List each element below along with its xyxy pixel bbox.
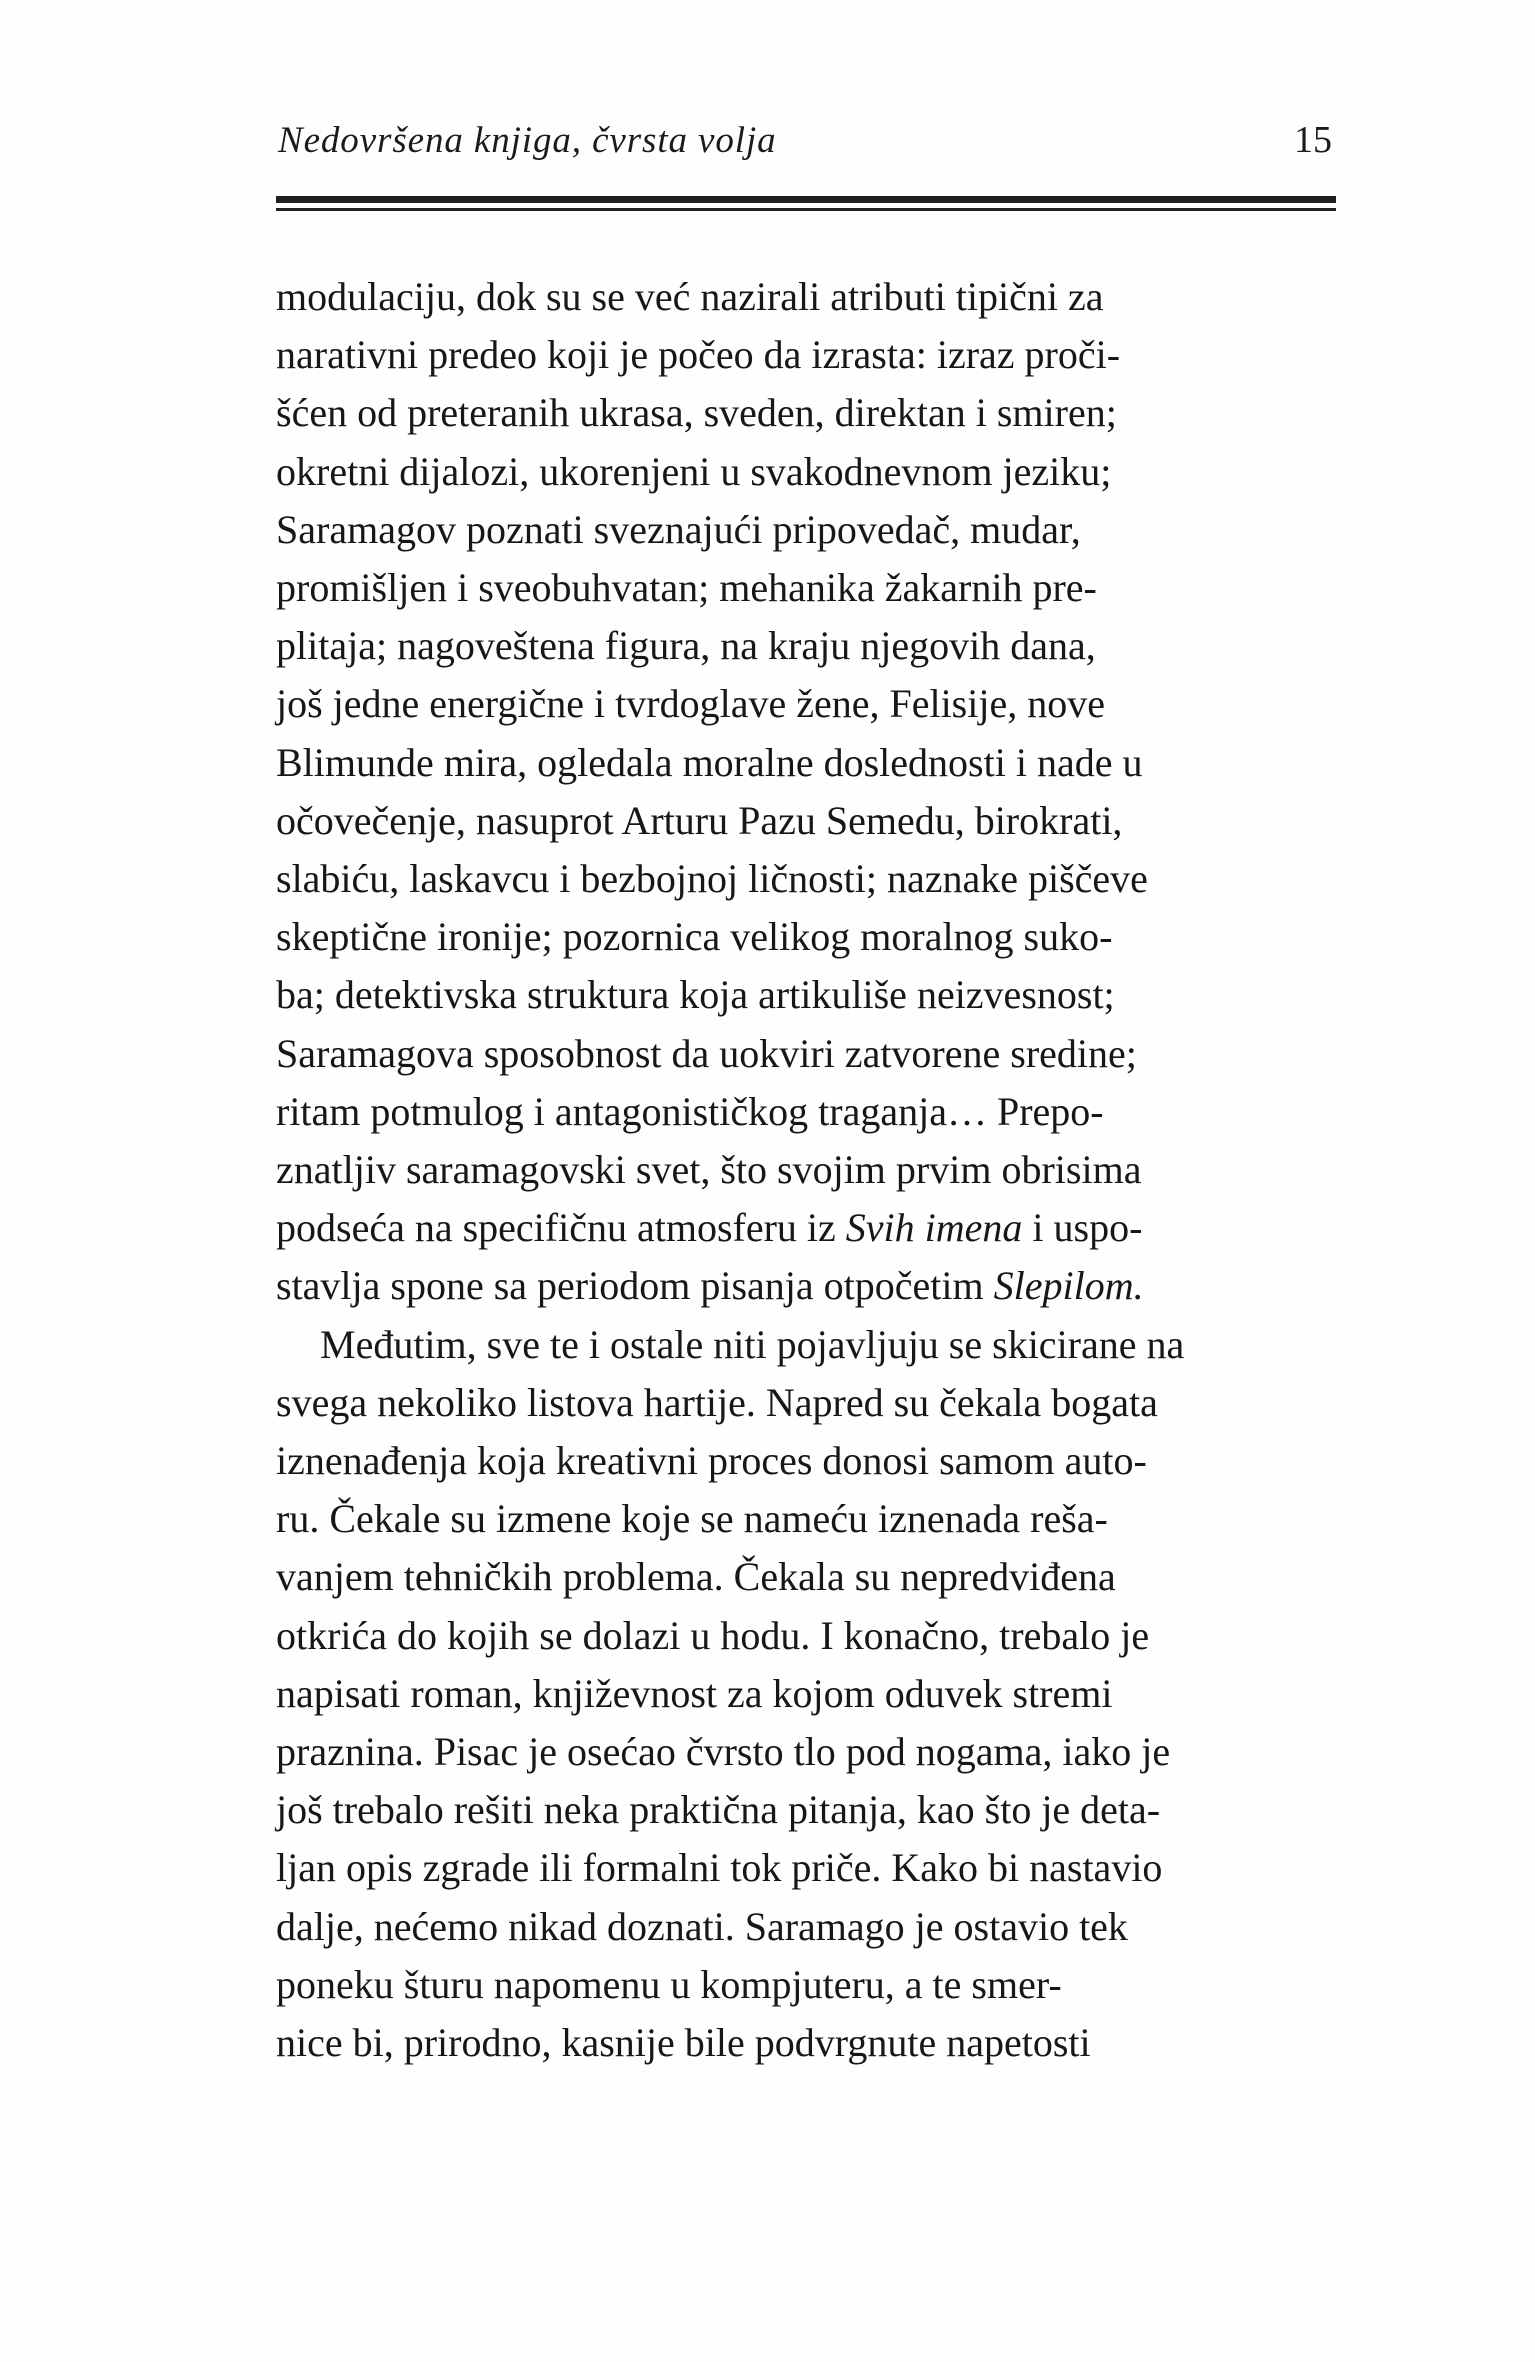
text-line <box>276 1723 1338 1781</box>
text-line <box>276 1083 1338 1141</box>
text-run: ba; detektivska struktura koja artikuliše neizvesnost; <box>276 972 1115 1018</box>
text-line <box>276 850 1338 908</box>
text-run: Međutim, sve te i ostale niti pojavljuju se skicirane na <box>320 1321 1185 1367</box>
text-line <box>276 1432 1338 1490</box>
body-text <box>276 268 1338 2072</box>
text-line <box>276 1374 1338 1432</box>
text-run: ritam potmulog i antagonističkog traganja… Prepo- <box>276 1088 1104 1134</box>
text-run: iznenađenja koja kreativni proces donosi samom auto- <box>276 1438 1147 1484</box>
text-run: znatljiv saramagovski svet, što svojim prvim obrisima <box>276 1147 1142 1193</box>
text-run: ljan opis zgrade ili formalni tok priče. Kako bi nastavio <box>276 1845 1163 1891</box>
text-run: još jedne energične i tvrdoglave žene, Felisije, nove <box>276 681 1105 727</box>
text-line <box>276 559 1338 617</box>
text-line <box>276 1257 1338 1315</box>
running-head-title: Nedovršena knjiga, čvrsta volja <box>278 120 777 161</box>
text-run: skeptične ironije; pozornica velikog moralnog suko- <box>276 914 1113 960</box>
running-head <box>278 118 1338 162</box>
text-run: ru. Čekale su izmene koje se nameću iznenada reša- <box>276 1496 1108 1542</box>
italic-title: Slepilom. <box>993 1263 1144 1309</box>
text-run: Saramagova sposobnost da uokviri zatvorene sredine; <box>276 1030 1137 1076</box>
text-line <box>276 2014 1338 2072</box>
text-line <box>276 268 1338 326</box>
text-line <box>276 908 1338 966</box>
text-run: slabiću, laskavcu i bezbojnoj ličnosti; naznake piščeve <box>276 856 1148 902</box>
text-run: vanjem tehničkih problema. Čekala su nepredviđena <box>276 1554 1116 1600</box>
text-run: stavlja spone sa periodom pisanja otpočetim <box>276 1263 994 1309</box>
text-line <box>276 1548 1338 1606</box>
text-line <box>276 1490 1338 1548</box>
text-run: šćen od preteranih ukrasa, sveden, direktan i smiren; <box>276 390 1117 436</box>
header-rule-group <box>276 196 1336 211</box>
text-line <box>276 326 1338 384</box>
text-run: svega nekoliko listova hartije. Napred su čekala bogata <box>276 1379 1158 1425</box>
text-run: plitaja; nagoveštena figura, na kraju njegovih dana, <box>276 623 1096 669</box>
page-number: 15 <box>1294 119 1332 161</box>
text-run: narativni predeo koji je počeo da izrasta: izraz proči- <box>276 332 1121 378</box>
text-line <box>276 792 1338 850</box>
text-line <box>276 617 1338 675</box>
text-line <box>276 1898 1338 1956</box>
italic-title: Svih imena <box>845 1205 1023 1251</box>
text-run: poneku šturu napomenu u kompjuteru, a te smer- <box>276 1961 1062 2007</box>
text-run: nice bi, prirodno, kasnije bile podvrgnute napetosti <box>276 2020 1091 2066</box>
text-line <box>276 966 1338 1024</box>
text-line <box>276 1665 1338 1723</box>
text-line <box>276 501 1338 559</box>
text-run: podseća na specifičnu atmosferu iz <box>276 1205 846 1251</box>
text-run: modulaciju, dok su se već nazirali atributi tipični za <box>276 274 1104 319</box>
text-run: Blimunde mira, ogledala moralne doslednosti i nade u <box>276 739 1143 785</box>
text-line <box>276 384 1338 442</box>
text-line <box>276 1199 1338 1257</box>
text-run: okretni dijalozi, ukorenjeni u svakodnevnom jeziku; <box>276 448 1112 494</box>
header-rule-thin <box>276 208 1336 211</box>
text-line <box>276 675 1338 733</box>
text-line <box>276 1141 1338 1199</box>
text-line <box>276 443 1338 501</box>
text-line <box>276 1781 1338 1839</box>
text-run: i uspo- <box>1022 1205 1143 1251</box>
text-line <box>276 1316 1338 1374</box>
text-line <box>276 1839 1338 1897</box>
text-run: dalje, nećemo nikad doznati. Saramago je ostavio tek <box>276 1903 1128 1949</box>
text-run: napisati roman, književnost za kojom oduvek stremi <box>276 1670 1113 1716</box>
header-rule-thick <box>276 196 1336 203</box>
text-run: praznina. Pisac je osećao čvrsto tlo pod nogama, iako je <box>276 1729 1171 1775</box>
text-run: još trebalo rešiti neka praktična pitanja, kao što je deta- <box>276 1787 1161 1833</box>
text-run: promišljen i sveobuhvatan; mehanika žakarnih pre- <box>276 565 1097 611</box>
text-line <box>276 734 1338 792</box>
text-line <box>276 1956 1338 2014</box>
text-run: očovečenje, nasuprot Arturu Pazu Semedu, birokrati, <box>276 797 1123 843</box>
text-line <box>276 1025 1338 1083</box>
text-line <box>276 1607 1338 1665</box>
text-run: Saramagov poznati sveznajući pripovedač, mudar, <box>276 506 1081 552</box>
text-run: otkrića do kojih se dolazi u hodu. I konačno, trebalo je <box>276 1612 1150 1658</box>
